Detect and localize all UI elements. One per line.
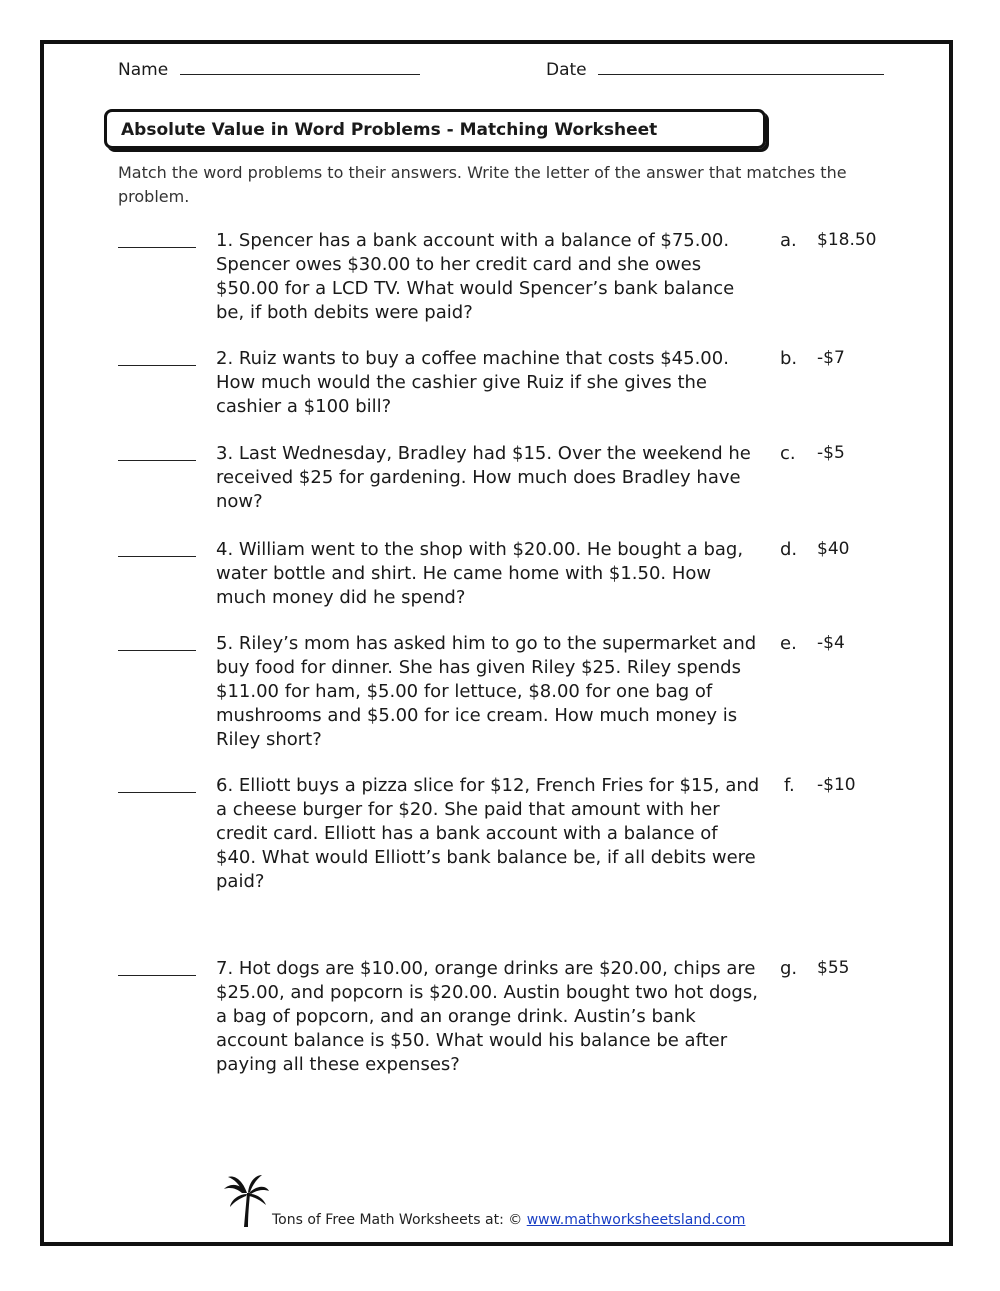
- footer-text: [272, 1212, 745, 1228]
- instructions: Match the word problems to their answers. Write the letter of the answer that matches the problem.: [118, 163, 847, 206]
- choice-value: -$4: [817, 633, 845, 653]
- problem-text: 1. Spencer has a bank account with a balance of $75.00. Spencer owes $30.00 to her credit card and she owes $50.00 for a LCD TV. What would Spencer’s bank balance be, if both debits were paid?: [216, 230, 735, 323]
- name-blank[interactable]: [180, 74, 420, 75]
- title-box: [104, 109, 766, 149]
- choice-value: $55: [817, 958, 850, 978]
- problem-text: 4. William went to the shop with $20.00. He bought a bag, water bottle and shirt. He came home with $1.50. How much money did he spend?: [216, 539, 744, 608]
- choice-value: -$7: [817, 348, 845, 368]
- problem-text: 5. Riley’s mom has asked him to go to the supermarket and buy food for dinner. She has given Riley $25. Riley spends $11.00 for ham, $5.00 for lettuce, $8.00 for one bag of mushrooms and $5.00 for ice cream. How much money is Riley short?: [216, 633, 757, 750]
- problem-text: 3. Last Wednesday, Bradley had $15. Over the weekend he received $25 for gardening. How much does Bradley have now?: [216, 443, 751, 512]
- choice-value: -$10: [817, 775, 856, 795]
- answer-blank[interactable]: [118, 975, 196, 976]
- problem-text: 6. Elliott buys a pizza slice for $12, French Fries for $15, and a cheese burger for $20. She paid that amount with her credit card. Elliott has a bank account with a balance of $40. What would Elliott’s bank balance be, if all debits were paid?: [216, 775, 760, 892]
- footer-link[interactable]: www.mathworksheetsland.com: [526, 1212, 746, 1228]
- choice-value: $40: [817, 539, 850, 559]
- name-label: Name: [118, 60, 169, 80]
- choice-letter: f.: [784, 775, 795, 796]
- footer: [222, 1171, 822, 1231]
- palm-tree-icon: [222, 1171, 270, 1229]
- answer-blank[interactable]: [118, 460, 196, 461]
- choice-letter: c.: [780, 443, 796, 464]
- choice-letter: g.: [780, 958, 798, 979]
- date-label: Date: [546, 60, 587, 80]
- name-field: [118, 60, 420, 80]
- problem-text: 2. Ruiz wants to buy a coffee machine that costs $45.00. How much would the cashier give Ruiz if she gives the cashier a $100 bill?: [216, 348, 729, 417]
- problem-text: 7. Hot dogs are $10.00, orange drinks are $20.00, chips are $25.00, and popcorn is $20.00. Austin bought two hot dogs, a bag of popcorn, and an orange drink. Austin’s bank account balance is $50. What would his balance be after paying all these expenses?: [216, 958, 758, 1075]
- choice-value: $18.50: [817, 230, 877, 250]
- date-blank[interactable]: [598, 74, 884, 75]
- choice-letter: d.: [780, 539, 798, 560]
- footer-label: Tons of Free Math Worksheets at: ©: [272, 1212, 527, 1228]
- answer-blank[interactable]: [118, 792, 196, 793]
- answer-blank[interactable]: [118, 365, 196, 366]
- answer-blank[interactable]: [118, 556, 196, 557]
- choice-letter: e.: [780, 633, 797, 654]
- choice-value: -$5: [817, 443, 845, 463]
- date-field: [546, 60, 884, 80]
- worksheet-title: Absolute Value in Word Problems - Matching Worksheet: [121, 120, 658, 140]
- choice-letter: b.: [780, 348, 798, 369]
- choice-letter: a.: [780, 230, 797, 251]
- answer-blank[interactable]: [118, 247, 196, 248]
- answer-blank[interactable]: [118, 650, 196, 651]
